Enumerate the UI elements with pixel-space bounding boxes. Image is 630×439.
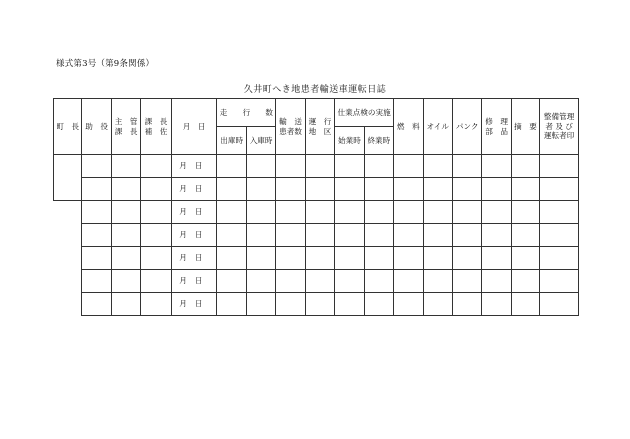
table-row: [54, 155, 579, 178]
log-cell[interactable]: [540, 247, 579, 270]
log-cell[interactable]: [511, 155, 539, 178]
log-cell[interactable]: [423, 201, 452, 224]
log-cell[interactable]: [452, 224, 481, 247]
log-cell[interactable]: [423, 247, 452, 270]
log-cell[interactable]: [394, 201, 423, 224]
log-cell[interactable]: [482, 293, 511, 316]
seal-cell[interactable]: [111, 201, 140, 224]
header-puncture: パンク: [452, 99, 481, 155]
log-cell[interactable]: [246, 155, 275, 178]
log-cell[interactable]: [394, 224, 423, 247]
log-cell[interactable]: [394, 247, 423, 270]
log-cell[interactable]: [364, 178, 393, 201]
log-cell[interactable]: [423, 178, 452, 201]
log-cell[interactable]: [246, 224, 275, 247]
log-cell[interactable]: [217, 155, 246, 178]
log-cell[interactable]: [246, 293, 275, 316]
log-cell[interactable]: [335, 270, 364, 293]
log-cell[interactable]: [217, 224, 246, 247]
log-cell[interactable]: [482, 247, 511, 270]
header-oil: オイル: [423, 99, 452, 155]
log-cell[interactable]: [335, 247, 364, 270]
table-row: [54, 224, 579, 247]
log-cell[interactable]: [305, 201, 334, 224]
row-date: 月日: [171, 201, 217, 224]
log-cell[interactable]: [423, 155, 452, 178]
seal-cell[interactable]: [82, 178, 111, 201]
log-cell[interactable]: [305, 224, 334, 247]
log-cell[interactable]: [423, 293, 452, 316]
row-date: 月日: [171, 224, 217, 247]
log-cell[interactable]: [394, 270, 423, 293]
log-cell[interactable]: [217, 293, 246, 316]
header-date: 月 日: [171, 99, 217, 155]
log-cell[interactable]: [511, 178, 539, 201]
header-assistant: [141, 99, 171, 155]
table-row: [54, 201, 579, 224]
log-cell[interactable]: [246, 270, 275, 293]
row-date: 月日: [171, 247, 217, 270]
seal-cell[interactable]: [141, 224, 171, 247]
log-cell[interactable]: [364, 201, 393, 224]
log-cell[interactable]: [246, 201, 275, 224]
log-cell[interactable]: [305, 155, 334, 178]
row-date: 月日: [171, 178, 217, 201]
log-cell[interactable]: [335, 201, 364, 224]
seal-cell[interactable]: [82, 293, 111, 316]
header-patients: [276, 99, 305, 155]
log-cell[interactable]: [452, 155, 481, 178]
seal-cell[interactable]: [82, 155, 111, 178]
log-cell[interactable]: [394, 155, 423, 178]
log-cell[interactable]: [217, 201, 246, 224]
seal-cell[interactable]: [141, 155, 171, 178]
header-departure: 出庫時: [217, 127, 246, 155]
header-arrival: 入庫時: [246, 127, 275, 155]
seal-cell[interactable]: [111, 178, 140, 201]
log-cell[interactable]: [452, 247, 481, 270]
header-town-mayor: 町 長: [54, 99, 82, 155]
log-cell[interactable]: [364, 293, 393, 316]
log-cell[interactable]: [276, 224, 305, 247]
seal-cell[interactable]: [141, 247, 171, 270]
log-cell[interactable]: [276, 178, 305, 201]
seal-cell[interactable]: [111, 270, 140, 293]
header-chief-section: [111, 99, 140, 155]
log-cell[interactable]: [482, 201, 511, 224]
table-row: [54, 178, 579, 201]
seal-cell[interactable]: [82, 224, 111, 247]
header-repair-line1: 修 理: [485, 117, 508, 127]
log-cell[interactable]: [540, 293, 579, 316]
log-cell[interactable]: [511, 270, 539, 293]
log-cell[interactable]: [217, 270, 246, 293]
log-cell[interactable]: [511, 293, 539, 316]
document-title: 久井町へき地患者輸送車運転日誌: [243, 85, 387, 95]
log-cell[interactable]: [482, 224, 511, 247]
log-cell[interactable]: [364, 270, 393, 293]
header-repair: [482, 99, 511, 155]
log-cell[interactable]: [335, 293, 364, 316]
seal-cell[interactable]: [111, 224, 140, 247]
header-manager-line2: 者 及 び: [545, 121, 573, 131]
blank-area: [54, 201, 82, 316]
header-manager-line1: 整備管理: [543, 112, 575, 122]
log-cell[interactable]: [394, 178, 423, 201]
log-cell[interactable]: [511, 224, 539, 247]
seal-cell[interactable]: [82, 247, 111, 270]
log-cell[interactable]: [305, 270, 334, 293]
table-row: [54, 270, 579, 293]
row-date: 月日: [171, 155, 217, 178]
row-date: 月日: [171, 293, 217, 316]
header-manager-line3: 運転者印: [543, 131, 575, 141]
seal-cell-town-mayor[interactable]: [54, 155, 82, 201]
log-cell[interactable]: [217, 178, 246, 201]
log-cell[interactable]: [540, 201, 579, 224]
log-cell[interactable]: [305, 178, 334, 201]
table-row: [54, 293, 579, 316]
log-cell[interactable]: [364, 224, 393, 247]
log-cell[interactable]: [335, 155, 364, 178]
log-cell[interactable]: [276, 293, 305, 316]
header-chief-section-line1: 主 管: [114, 117, 138, 127]
log-cell[interactable]: [482, 270, 511, 293]
seal-cell[interactable]: [141, 178, 171, 201]
header-fuel: 燃 料: [394, 99, 423, 155]
seal-cell[interactable]: [111, 155, 140, 178]
driving-log-table: [53, 98, 579, 316]
log-cell[interactable]: [511, 201, 539, 224]
log-cell[interactable]: [540, 155, 579, 178]
seal-cell[interactable]: [141, 201, 171, 224]
log-cell[interactable]: [394, 293, 423, 316]
log-cell[interactable]: [452, 270, 481, 293]
header-manager: [540, 99, 579, 155]
seal-cell[interactable]: [82, 270, 111, 293]
log-cell[interactable]: [482, 155, 511, 178]
row-date: 月日: [171, 270, 217, 293]
log-cell[interactable]: [276, 247, 305, 270]
form-number: 様式第3号（第9条関係）: [56, 59, 155, 69]
log-cell[interactable]: [305, 247, 334, 270]
seal-cell[interactable]: [111, 293, 140, 316]
log-cell[interactable]: [423, 270, 452, 293]
header-patients-line2: 患者数: [279, 126, 302, 136]
header-mileage: 走 行 数: [217, 99, 276, 127]
log-cell[interactable]: [246, 178, 275, 201]
seal-cell[interactable]: [141, 293, 171, 316]
log-cell[interactable]: [276, 201, 305, 224]
log-cell[interactable]: [423, 224, 452, 247]
log-cell[interactable]: [511, 247, 539, 270]
header-area: [305, 99, 334, 155]
log-cell[interactable]: [452, 293, 481, 316]
header-assistant-line1: 課 長: [144, 117, 168, 127]
log-cell[interactable]: [364, 155, 393, 178]
log-cell[interactable]: [364, 247, 393, 270]
header-deputy-mayor: 助 役: [82, 99, 111, 155]
header-end-work: 終業時: [364, 127, 393, 155]
header-area-line1: 運 行: [308, 117, 332, 127]
header-chief-section-line2: 課 長: [114, 126, 138, 136]
log-cell[interactable]: [276, 155, 305, 178]
header-remarks: 摘 要: [511, 99, 539, 155]
table-row: [54, 247, 579, 270]
log-cell[interactable]: [540, 178, 579, 201]
log-cell[interactable]: [335, 224, 364, 247]
seal-cell[interactable]: [82, 201, 111, 224]
header-repair-line2: 部 品: [485, 126, 508, 136]
log-cell[interactable]: [335, 178, 364, 201]
header-patients-line1: 輸 送: [279, 117, 302, 127]
log-cell[interactable]: [217, 247, 246, 270]
seal-cell[interactable]: [111, 247, 140, 270]
log-cell[interactable]: [305, 293, 334, 316]
log-cell[interactable]: [540, 224, 579, 247]
header-start-work: 始業時: [335, 127, 364, 155]
log-cell[interactable]: [246, 247, 275, 270]
seal-cell[interactable]: [141, 270, 171, 293]
header-area-line2: 地 区: [308, 126, 332, 136]
header-inspection: 仕業点検の実施: [335, 99, 394, 127]
log-cell[interactable]: [276, 270, 305, 293]
log-cell[interactable]: [482, 178, 511, 201]
header-assistant-line2: 補 佐: [144, 126, 168, 136]
log-cell[interactable]: [452, 201, 481, 224]
log-cell[interactable]: [540, 270, 579, 293]
log-cell[interactable]: [452, 178, 481, 201]
